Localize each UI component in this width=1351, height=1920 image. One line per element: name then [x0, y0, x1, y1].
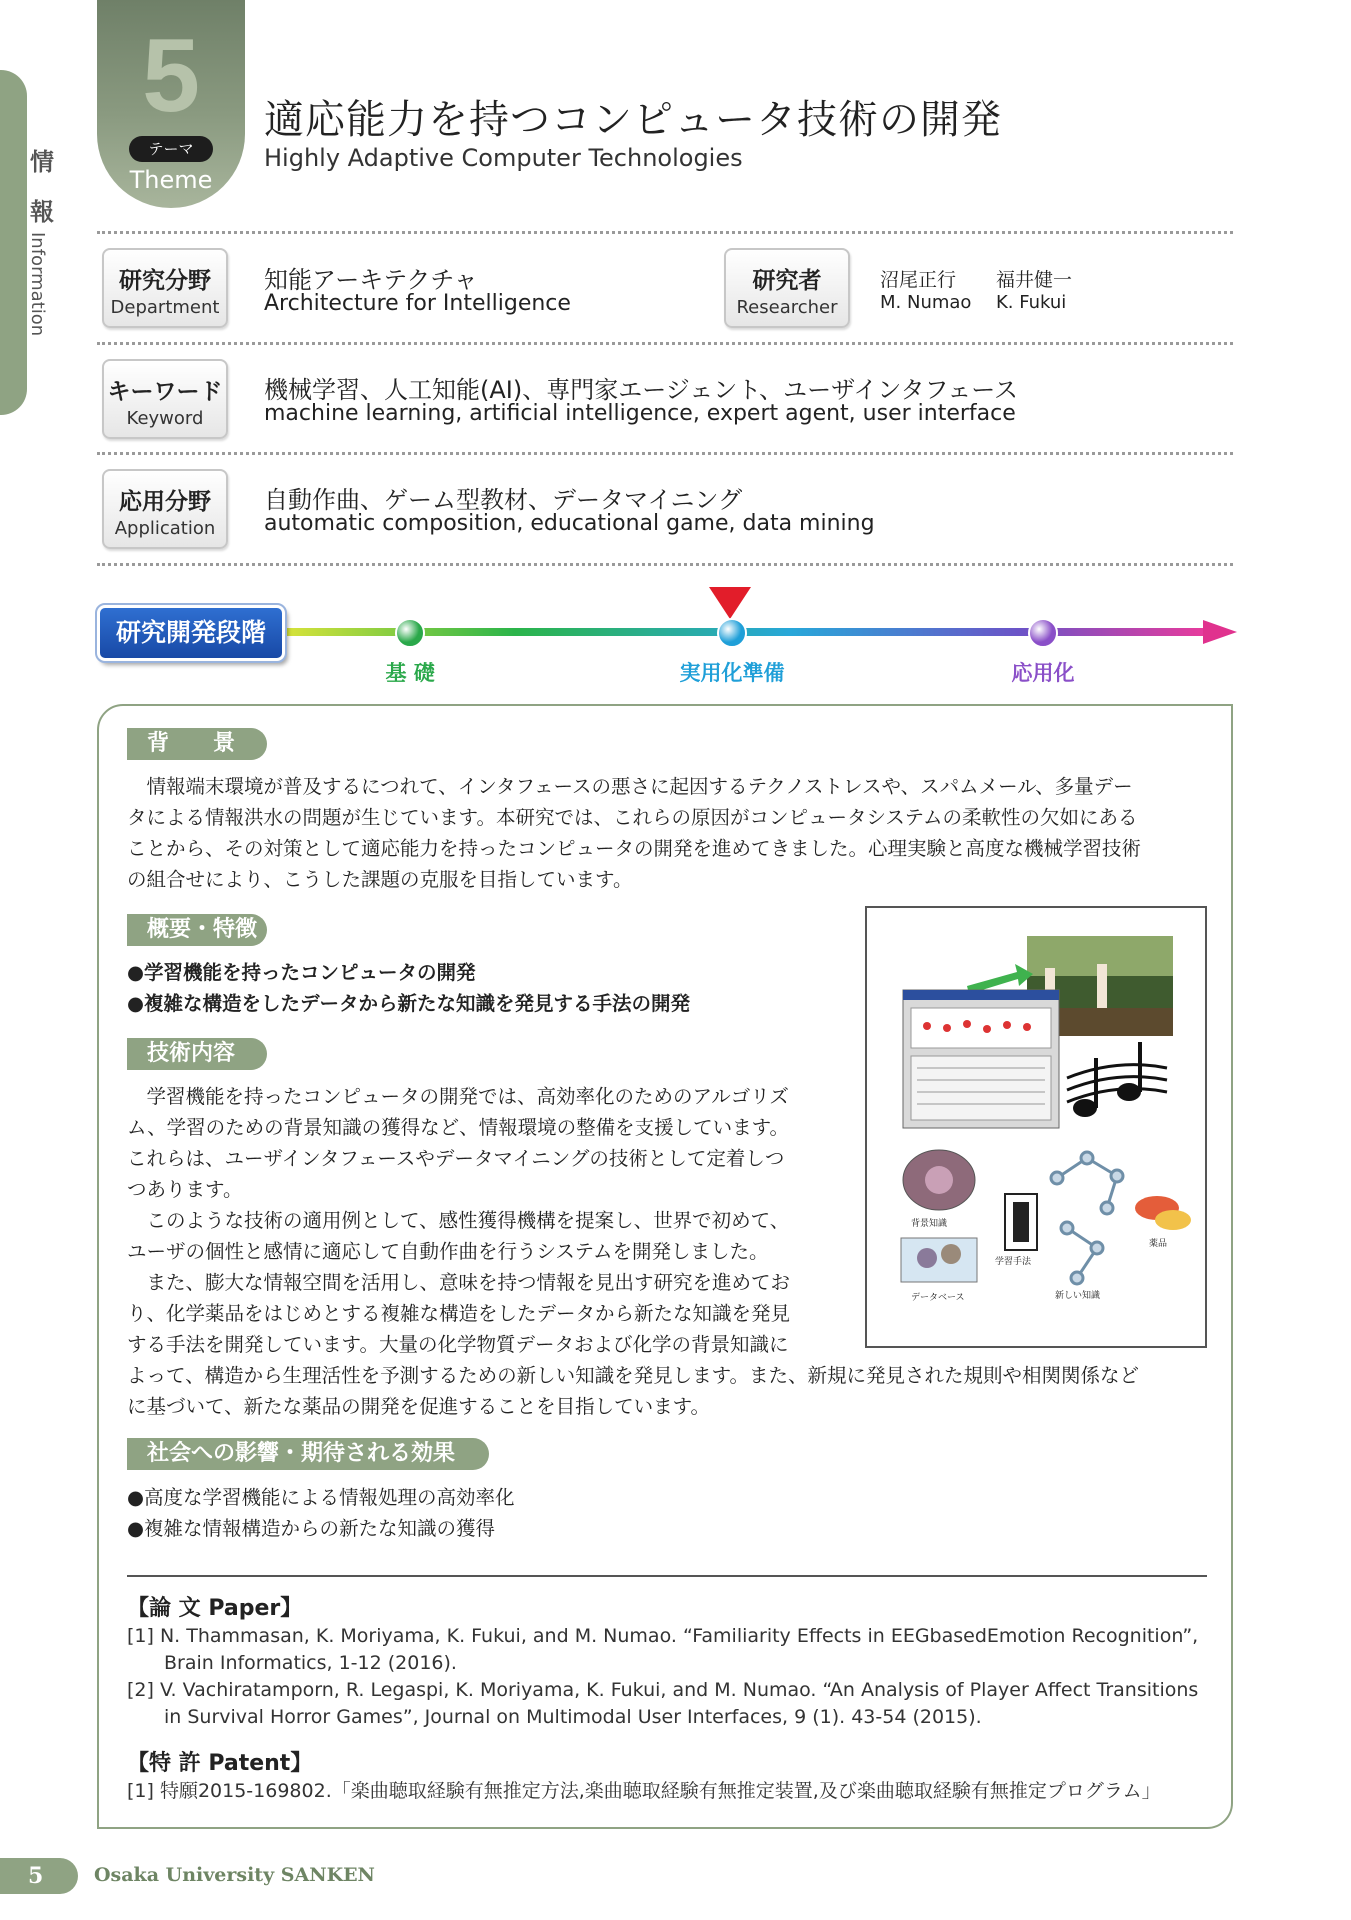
theme-label-en: Theme — [129, 166, 213, 194]
application-tag-ja: 応用分野 — [119, 489, 211, 515]
paper-entry: [2] V. Vachiratamporn, R. Legaspi, K. Moriyama, K. Fukui, and M. Numao. “An Analysis of Player Affect Transitions — [127, 1679, 1199, 1701]
molecule-icon — [1051, 1152, 1123, 1284]
theme-number: 5 — [142, 18, 200, 134]
background-paragraph — [127, 771, 1212, 895]
database-icon — [901, 1238, 977, 1282]
figure-label-medicine: 薬品 — [1149, 1239, 1168, 1249]
keyword-tag — [102, 359, 228, 439]
current-stage-marker — [709, 587, 751, 619]
background-line: の組合せにより、こうした課題の克服を目指しています。 — [127, 868, 633, 891]
research-figure — [865, 906, 1207, 1348]
technology-line: ム、学習のための背景知識の獲得など、情報環境の整備を支援しています。 — [127, 1116, 790, 1139]
overview-heading: 概要・特徴 — [127, 914, 267, 946]
dotted-divider — [97, 563, 1233, 566]
researcher-name-ja: 沼尾正行 — [880, 269, 957, 291]
technology-paragraph-wide — [127, 1360, 1212, 1422]
researcher-name-en: M. Numao — [880, 292, 972, 313]
technology-line: 学習機能を持ったコンピュータの開発では、高効率化のためのアルゴリズ — [127, 1085, 789, 1108]
dotted-divider — [97, 452, 1233, 455]
department-value-en: Architecture for Intelligence — [264, 291, 571, 316]
figure-label-database: データベース — [911, 1293, 965, 1303]
side-label-char-1: 情 — [30, 148, 54, 176]
stage-arrow-head — [1203, 620, 1237, 644]
references-divider — [127, 1575, 1207, 1577]
patent-heading: 【特 許 Patent】 — [127, 1751, 313, 1776]
figure-label-learning: 学習手法 — [995, 1257, 1032, 1267]
researcher-tag-ja: 研究者 — [752, 268, 822, 294]
background-heading: 背 景 — [127, 728, 267, 760]
application-value-ja: 自動作曲、ゲーム型教材、データマイニング — [264, 486, 743, 514]
technology-line: よって、構造から生理活性を予測するための新しい知識を発見します。また、新規に発見された規則や相関関係など — [127, 1364, 1140, 1387]
background-line: ことから、その対策として適応能力を持ったコンピュータの開発を進めてきました。心理実験と高度な機械学習技術 — [127, 837, 1142, 860]
impact-heading: 社会への影響・期待される効果 — [127, 1438, 489, 1470]
technology-line: また、膨大な情報空間を活用し、意味を持つ情報を見出す研究を進めてお — [127, 1271, 791, 1294]
stage-dot — [395, 618, 425, 648]
page-title: 適応能力を持つコンピュータ技術の開発 — [264, 97, 1002, 143]
technology-line: り、化学薬品をはじめとする複雑な構造をしたデータから新たな知識を発見 — [127, 1302, 791, 1325]
figure-label-background-knowledge: 背景知識 — [911, 1219, 948, 1229]
technology-line: に基づいて、新たな薬品の開発を促進することを目指しています。 — [127, 1395, 711, 1418]
technology-line: する手法を開発しています。大量の化学物質データおよび化学の背景知識に — [127, 1333, 789, 1356]
technology-line: このような技術の適用例として、感性獲得機構を提案し、世界で初めて、 — [127, 1209, 790, 1232]
footer-publisher: Osaka University SANKEN — [94, 1864, 375, 1886]
application-value-en: automatic composition, educational game, data mining — [264, 511, 875, 536]
technology-line: これらは、ユーザインタフェースやデータマイニングの技術として定着しつ — [127, 1147, 785, 1170]
music-notes-icon — [1067, 1042, 1167, 1117]
department-tag — [102, 248, 228, 328]
page-number: 5 — [0, 1858, 78, 1894]
department-tag-en: Department — [110, 297, 220, 318]
papers-heading: 【論 文 Paper】 — [127, 1596, 303, 1621]
background-knowledge-icon — [903, 1150, 975, 1210]
technology-heading: 技術内容 — [127, 1038, 267, 1070]
overview-bullet: ●学習機能を持ったコンピュータの開発 — [127, 961, 476, 984]
medicine-icon — [1135, 1196, 1191, 1230]
patent-entry: [1] 特願2015-169802.「楽曲聴取経験有無推定方法,楽曲聴取経験有無推定装置,及び楽曲聴取経験有無推定プログラム」 — [127, 1780, 1161, 1802]
application-tag — [102, 469, 228, 549]
stage-dot — [717, 618, 747, 648]
side-section-tab — [0, 70, 27, 415]
department-value-ja: 知能アーキテクチャ — [264, 266, 478, 294]
stage-label: 研究開発段階 — [97, 605, 285, 661]
application-tag-en: Application — [114, 518, 216, 539]
impact-bullet: ●複雑な情報構造からの新たな知識の獲得 — [127, 1517, 496, 1540]
dotted-divider — [97, 342, 1233, 345]
researcher-name-ja: 福井健一 — [996, 269, 1073, 291]
stage-name: 実用化準備 — [679, 661, 785, 685]
paper-entry-cont: in Survival Horror Games”, Journal on Multimodal User Interfaces, 9 (1). 43-54 (2015). — [164, 1706, 982, 1728]
keyword-value-ja: 機械学習、人工知能(AI)、専門家エージェント、ユーザインタフェース — [264, 376, 1019, 404]
paper-entry: [1] N. Thammasan, K. Moriyama, K. Fukui, and M. Numao. “Familiarity Effects in EEGbasedEmotion Recognition”, — [127, 1625, 1199, 1647]
technology-paragraph — [127, 1081, 857, 1360]
technology-line: ユーザの個性と感情に適応して自動作曲を行うシステムを開発しました。 — [127, 1240, 769, 1263]
page-subtitle: Highly Adaptive Computer Technologies — [264, 144, 743, 172]
stage-name: 応用化 — [1011, 661, 1075, 685]
background-line: 情報端末環境が普及するにつれて、インタフェースの悪さに起因するテクノストレスや、スパムメール、多量デー — [127, 775, 1133, 798]
theme-badge — [97, 0, 245, 208]
researcher-tag — [724, 248, 850, 328]
stage-dot — [1028, 618, 1058, 648]
paper-entry-cont: Brain Informatics, 1-12 (2016). — [164, 1652, 457, 1674]
theme-pill: テーマ — [129, 136, 213, 162]
technology-line: つあります。 — [127, 1178, 243, 1201]
researcher-tag-en: Researcher — [736, 297, 838, 318]
background-line: タによる情報洪水の問題が生じています。本研究では、これらの原因がコンピュータシステムの柔軟性の欠如にある — [127, 806, 1138, 829]
overview-bullet: ●複雑な構造をしたデータから新たな知識を発見する手法の開発 — [127, 992, 691, 1015]
side-label-char-2: 報 — [30, 198, 54, 226]
impact-bullet: ●高度な学習機能による情報処理の高効率化 — [127, 1486, 515, 1509]
figure-label-new-knowledge: 新しい知識 — [1055, 1291, 1101, 1301]
dotted-divider — [97, 231, 1233, 234]
department-tag-ja: 研究分野 — [119, 268, 211, 294]
stage-name: 基 礎 — [385, 661, 435, 685]
keyword-tag-ja: キーワード — [107, 379, 223, 405]
keyword-value-en: machine learning, artificial intelligence, expert agent, user interface — [264, 401, 1016, 426]
researcher-name-en: K. Fukui — [996, 292, 1067, 313]
side-label-en: Information — [27, 232, 48, 337]
keyword-tag-en: Keyword — [126, 408, 204, 429]
research-illustration — [867, 908, 1205, 1346]
